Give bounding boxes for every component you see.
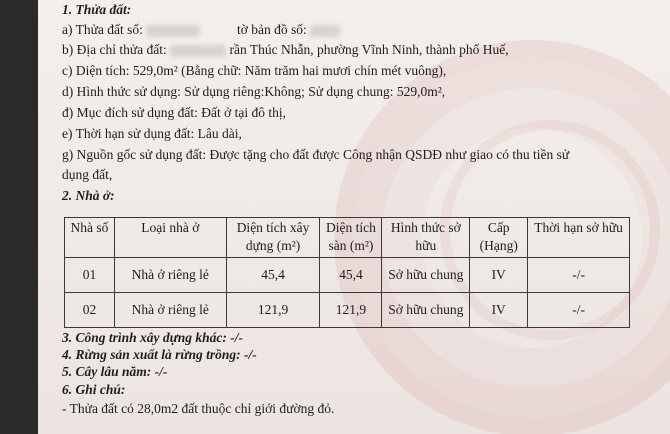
parcel-number-label: a) Thửa đất số: — [62, 22, 143, 37]
cell-house-type: Nhà ở riêng lẻ — [114, 293, 226, 328]
col-ownership: Hình thức sở hữu — [382, 218, 470, 258]
cell-grade: IV — [470, 258, 528, 293]
table-row — [65, 258, 630, 293]
houses-table — [64, 217, 630, 328]
cell-build-area: 121,9 — [226, 293, 320, 328]
col-grade: Cấp (Hạng) — [470, 218, 528, 258]
redacted-map-sheet — [310, 25, 340, 37]
address-line — [62, 42, 509, 58]
section-4-line: 4. Rừng sản xuất là rừng trồng: -/- — [62, 347, 257, 362]
address-value: rần Thúc Nhẫn, phường Vĩnh Ninh, thành phố Huế, — [229, 42, 509, 57]
land-origin-line-2: dụng đất, — [62, 167, 113, 182]
cell-ownership: Sở hữu chung — [382, 258, 470, 293]
cell-ownership: Sở hữu chung — [382, 293, 470, 328]
col-term: Thời hạn sở hữu — [528, 218, 630, 258]
document-page — [38, 0, 670, 434]
col-house-no: Nhà số — [65, 218, 115, 258]
section-5-line: 5. Cây lâu năm: -/- — [62, 364, 168, 379]
cell-house-type: Nhà ở riêng lẻ — [114, 258, 226, 293]
section-3-line: 3. Công trình xây dựng khác: -/- — [62, 330, 243, 345]
cell-build-area: 45,4 — [226, 258, 320, 293]
area-line: c) Diện tích: 529,0m² (Bằng chữ: Năm trăm hai mươi chín mét vuông), — [62, 63, 447, 78]
usage-term-line: e) Thời hạn sử dụng đất: Lâu dài, — [62, 126, 242, 141]
redacted-parcel-number — [146, 25, 200, 37]
section-2-heading: 2. Nhà ở: — [62, 188, 115, 203]
col-floor-area: Diện tích sàn (m²) — [320, 218, 382, 258]
table-header-row — [65, 218, 630, 258]
redacted-address — [170, 45, 226, 57]
usage-form-line: d) Hình thức sử dụng: Sử dụng riêng:Không; Sử dụng chung: 529,0m², — [62, 84, 446, 99]
cell-term: -/- — [528, 293, 630, 328]
col-build-area: Diện tích xây dựng (m²) — [226, 218, 320, 258]
table-row — [65, 293, 630, 328]
cell-floor-area: 45,4 — [320, 258, 382, 293]
cell-term: -/- — [528, 258, 630, 293]
cell-house-no: 01 — [65, 258, 115, 293]
parcel-number-line — [62, 22, 340, 38]
note-line: - Thửa đất có 28,0m2 đất thuộc chỉ giới đường đỏ. — [62, 401, 335, 416]
cell-house-no: 02 — [65, 293, 115, 328]
address-label: b) Địa chỉ thửa đất: — [62, 42, 167, 57]
cell-floor-area: 121,9 — [320, 293, 382, 328]
col-house-type: Loại nhà ở — [114, 218, 226, 258]
land-origin-line-1: g) Nguồn gốc sử dụng đất: Được tặng cho đất được Công nhận QSDĐ như giao có thu tiền sử — [62, 147, 570, 162]
section-6-heading: 6. Ghi chú: — [62, 382, 126, 397]
map-sheet-label: tờ bản đồ số: — [237, 22, 307, 37]
cell-grade: IV — [470, 293, 528, 328]
section-1-heading: 1. Thửa đất: — [62, 2, 132, 17]
land-purpose-line: đ) Mục đích sử dụng đất: Đất ở tại đô thị, — [62, 105, 287, 120]
